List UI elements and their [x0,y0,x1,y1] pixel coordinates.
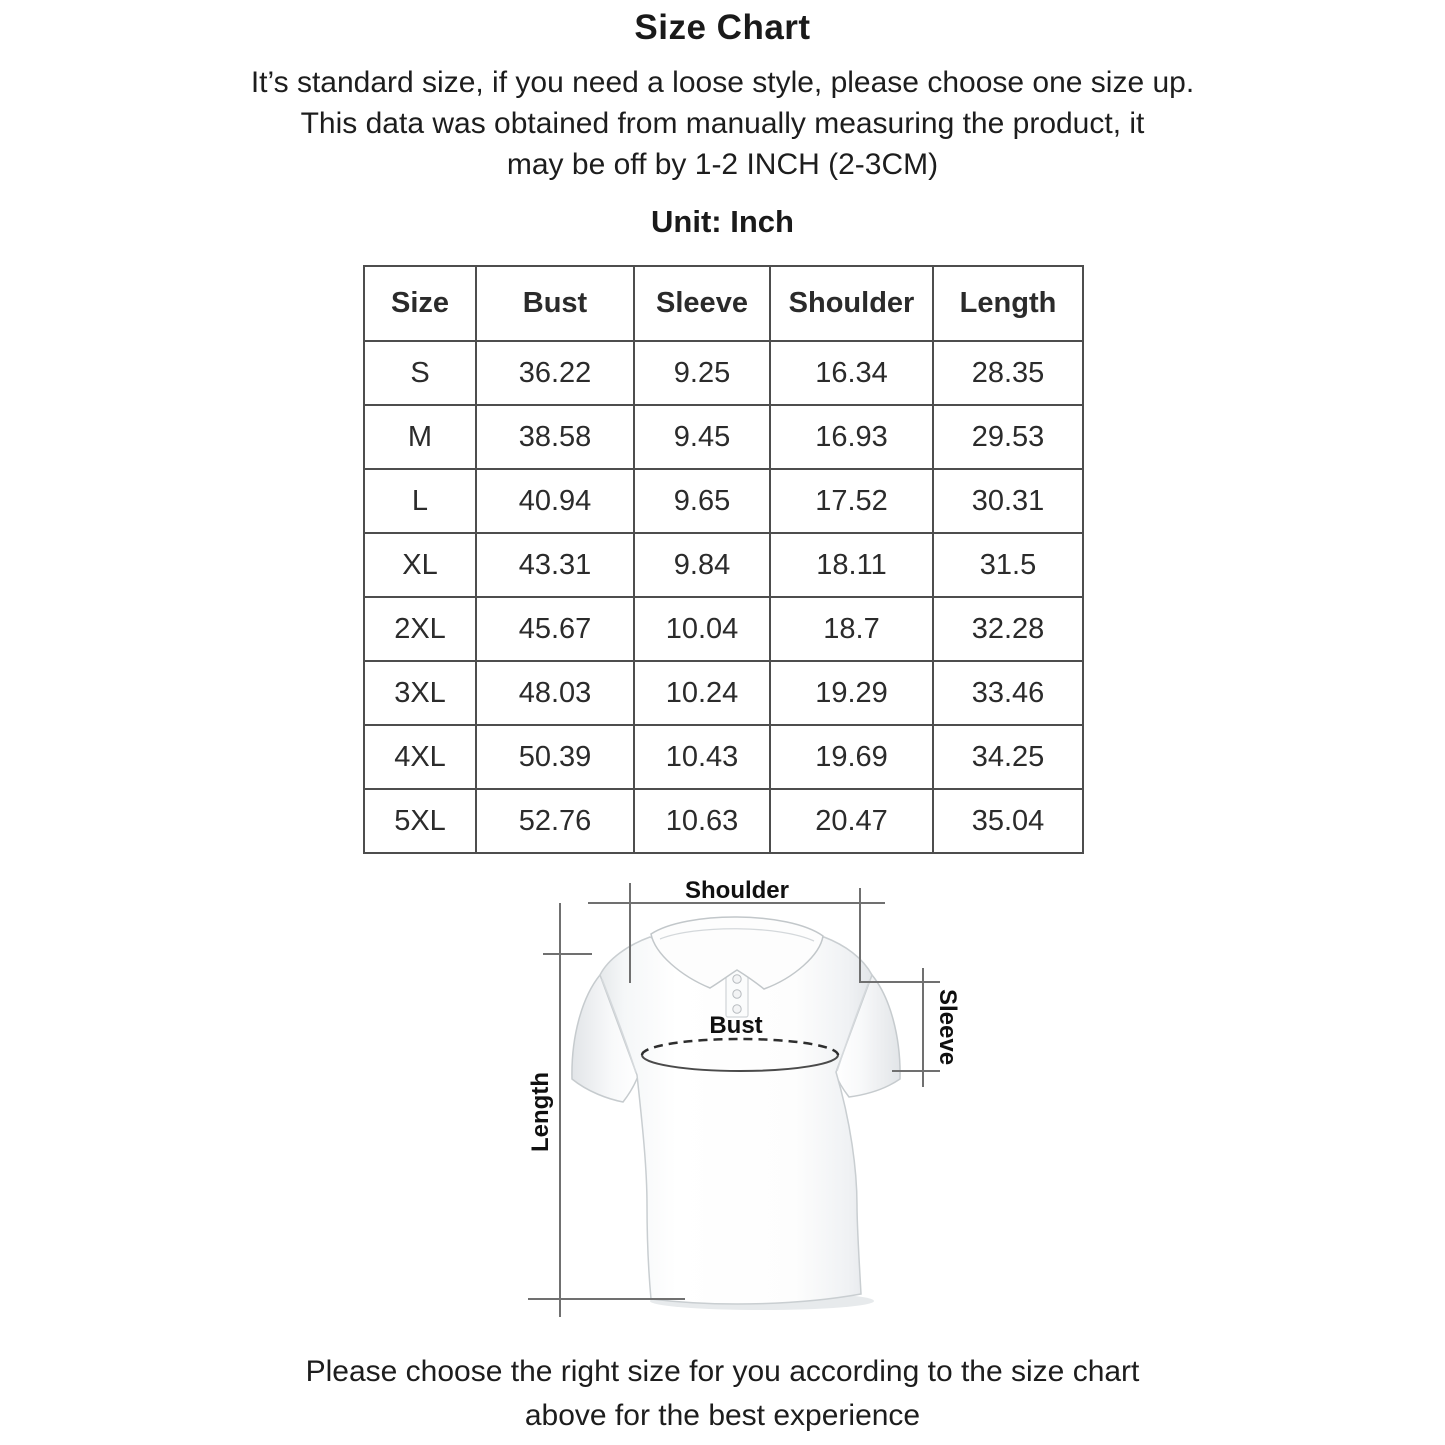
table-row [364,789,1083,853]
button-2 [733,990,741,998]
table-row [364,469,1083,533]
length-label: Length [527,1072,554,1152]
measurement-cell: 16.34 [770,341,933,405]
measurement-cell: 48.03 [476,661,634,725]
measurement-cell: 9.84 [634,533,770,597]
size-cell: M [364,405,476,469]
intro-text [0,62,1445,185]
table-row [364,341,1083,405]
sleeve-label: Sleeve [934,988,961,1066]
measurement-cell: 38.58 [476,405,634,469]
table-row [364,725,1083,789]
measurement-cell: 17.52 [770,469,933,533]
measurement-cell: 43.31 [476,533,634,597]
bust-label: Bust [709,1012,763,1039]
page-title: Size Chart [634,8,811,47]
size-cell: 5XL [364,789,476,853]
unit-label: Unit: Inch [651,204,794,239]
measurement-cell: 18.7 [770,597,933,661]
size-cell: L [364,469,476,533]
measurement-cell: 33.46 [933,661,1083,725]
size-table-body [364,341,1083,853]
measurement-cell: 9.45 [634,405,770,469]
measurement-cell: 30.31 [933,469,1083,533]
size-table [363,265,1084,854]
size-cell: XL [364,533,476,597]
button-1 [733,975,741,983]
table-row [364,533,1083,597]
footer-line-1: Please choose the right size for you according to the size chart [305,1355,1140,1388]
measurement-cell: 28.35 [933,341,1083,405]
measurement-cell: 18.11 [770,533,933,597]
intro-line-2: This data was obtained from manually measuring the product, it [300,107,1145,140]
table-row [364,661,1083,725]
table-row [364,405,1083,469]
measurement-cell: 9.65 [634,469,770,533]
column-header: Sleeve [634,266,770,341]
measurement-cell: 10.24 [634,661,770,725]
size-cell: 3XL [364,661,476,725]
size-cell: S [364,341,476,405]
measurement-cell: 35.04 [933,789,1083,853]
measurement-cell: 10.43 [634,725,770,789]
measurement-cell: 19.29 [770,661,933,725]
measurement-cell: 45.67 [476,597,634,661]
measurement-cell: 19.69 [770,725,933,789]
column-header: Shoulder [770,266,933,341]
measurement-cell: 32.28 [933,597,1083,661]
measurement-cell: 9.25 [634,341,770,405]
column-header: Bust [476,266,634,341]
column-header: Length [933,266,1083,341]
header-row [364,266,1083,341]
table-row [364,597,1083,661]
measurement-cell: 20.47 [770,789,933,853]
size-cell: 2XL [364,597,476,661]
measurement-cell: 50.39 [476,725,634,789]
measurement-cell: 10.04 [634,597,770,661]
intro-line-1: It’s standard size, if you need a loose style, please choose one size up. [250,66,1195,99]
intro-line-3: may be off by 1-2 INCH (2-3CM) [506,148,939,181]
footer-note [0,1350,1445,1438]
measurement-cell: 36.22 [476,341,634,405]
shoulder-label: Shoulder [684,877,790,904]
shirt-measurement-diagram [500,875,970,1335]
measurement-cell: 52.76 [476,789,634,853]
measurement-cell: 34.25 [933,725,1083,789]
footer-line-2: above for the best experience [524,1399,921,1432]
measurement-cell: 16.93 [770,405,933,469]
column-header: Size [364,266,476,341]
measurement-cell: 29.53 [933,405,1083,469]
measurement-cell: 31.5 [933,533,1083,597]
measurement-cell: 10.63 [634,789,770,853]
size-cell: 4XL [364,725,476,789]
measurement-cell: 40.94 [476,469,634,533]
